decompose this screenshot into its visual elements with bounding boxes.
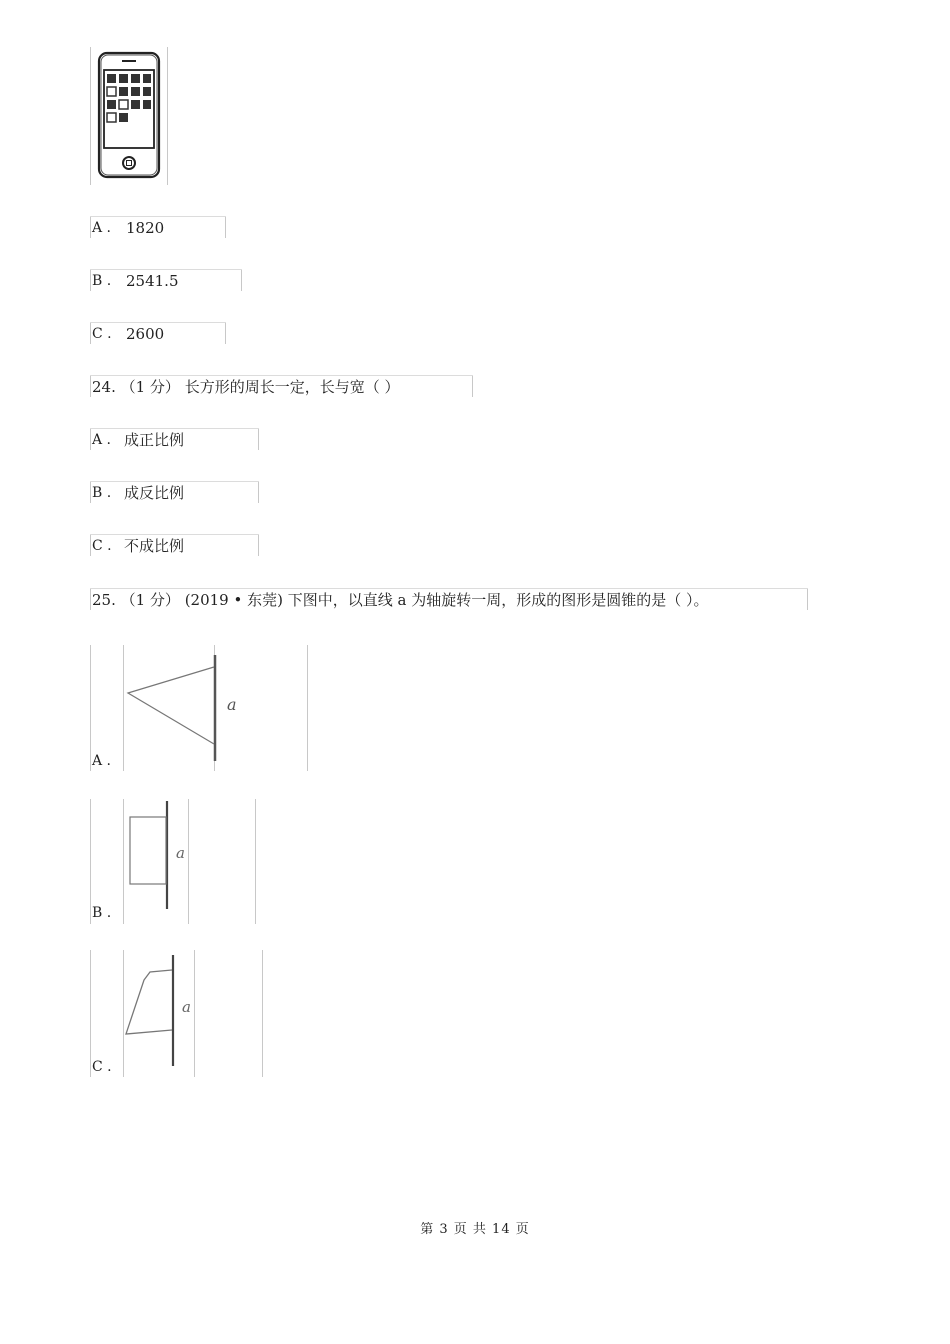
q24-option-b[interactable]: [90, 481, 259, 503]
q24-option-a[interactable]: [90, 428, 259, 450]
option-letter: B .: [92, 905, 112, 921]
page-footer: 第 3 页 共 14 页: [420, 1222, 530, 1237]
question-text: 24. （1 分） 长方形的周长一定，长与宽（ ）: [92, 378, 400, 396]
q25-option-a[interactable]: [90, 645, 308, 771]
q24-option-c[interactable]: [90, 534, 259, 556]
axis-label: a: [182, 998, 191, 1016]
q24-question: [90, 375, 473, 397]
q25-option-b[interactable]: [90, 799, 256, 924]
q23-option-c[interactable]: [90, 322, 226, 344]
option-value: 成反比例: [124, 484, 185, 502]
q23-option-a[interactable]: [90, 216, 226, 238]
option-letter: A .: [92, 432, 112, 448]
option-value: 成正比例: [124, 431, 185, 449]
trapezoid-figure: [90, 950, 263, 1077]
option-value: 2541.5: [126, 272, 179, 290]
option-letter: C .: [92, 326, 112, 342]
axis-label: a: [176, 844, 185, 862]
option-letter: A .: [92, 220, 112, 236]
q23-option-b[interactable]: [90, 269, 242, 291]
option-letter: C .: [92, 1059, 112, 1075]
option-value: 不成比例: [124, 537, 185, 555]
option-letter: A .: [92, 753, 112, 769]
option-value: 1820: [126, 219, 165, 237]
option-letter: B .: [92, 273, 112, 289]
q25-question: [90, 588, 808, 610]
option-letter: B .: [92, 485, 112, 501]
triangle-figure: [90, 645, 308, 771]
axis-label: a: [227, 695, 237, 714]
option-letter: C .: [92, 538, 112, 554]
rectangle-figure: [90, 799, 256, 924]
option-value: 2600: [126, 325, 165, 343]
q25-option-c[interactable]: [90, 950, 263, 1077]
question-text: 25. （1 分） (2019 • 东莞) 下图中，以直线 a 为轴旋转一周，形成的图形是圆锥的是（ ）。: [92, 591, 709, 609]
phone-image: [90, 47, 168, 185]
